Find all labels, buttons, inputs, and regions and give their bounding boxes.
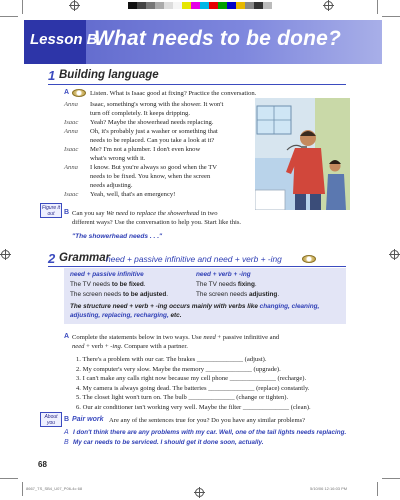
exercise-item: 5. The closet light won't turn on. The bulb ______________ (change or tighten). (76, 394, 289, 401)
speaker-name: Anna (64, 128, 78, 135)
sample-answer: I don't think there are any problems with my car. Well, one of the tail lights needs replacing. (73, 429, 347, 436)
text-segment-italic: We need to replace the showerhead (106, 210, 200, 217)
section-rule (48, 84, 346, 85)
grammar-text: The TV needs (196, 281, 238, 288)
color-bar (128, 2, 272, 9)
grammar-form: adjusting (248, 291, 278, 298)
grammar-head-col2: need + verb + -ing (196, 271, 251, 278)
speaker-name: Isaac (64, 119, 79, 126)
crop-mark (0, 16, 18, 17)
crop-mark (377, 0, 378, 14)
exercise-item: 3. I can't make any calls right now because my cell phone ______________ (recharge). (76, 375, 307, 382)
grammar-text: . (166, 291, 169, 298)
text-segment: Can you say (72, 210, 107, 217)
exercise-letter: B (64, 209, 70, 216)
grammar-head-col1: need + passive infinitive (70, 271, 144, 278)
exercise-item: 4. My camera is always going dead. The batteries ______________ (replace) constantly. (76, 384, 310, 392)
speaker-name: Isaac (64, 191, 79, 198)
text-segment: in two (199, 210, 218, 217)
dialogue-line: Me? I'm not a plumber. I don't even know (90, 146, 201, 153)
dialogue-line: Isaac, something's wrong with the shower. It won't (90, 101, 224, 108)
section-title: Grammar (59, 252, 111, 264)
speaker-name: Anna (64, 164, 78, 171)
grammar-example (70, 281, 146, 288)
dialogue-line: I know. But you're always so good when the TV (90, 164, 217, 171)
slug-right: 5/10/06 12:16:03 PM (310, 486, 348, 491)
text-segment: + verb + (84, 343, 111, 350)
speaker-name: Anna (64, 101, 78, 108)
dialogue-line: turn off completely. It keeps dripping. (90, 110, 190, 117)
sample-answer: My car needs to be serviced. I should get it done soon, actually. (73, 438, 264, 446)
speaker-name: Isaac (64, 146, 79, 153)
audio-cd-icon[interactable] (72, 89, 86, 97)
figure-it-out-tag: Figure it out (41, 205, 61, 217)
dialogue-line: what's wrong with it. (90, 155, 146, 162)
example-sentence: "The showerhead needs . . ." (72, 233, 163, 240)
text-segment: Complete the statements below in two ways. Use (72, 334, 204, 341)
audio-cd-icon[interactable] (302, 255, 316, 263)
registration-mark (195, 488, 204, 497)
crop-mark (0, 478, 18, 479)
crop-mark (382, 16, 400, 17)
pair-work-text: Are any of the sentences true for you? Do you have any similar problems? (109, 417, 306, 424)
grammar-text: The screen needs (196, 291, 249, 298)
section-number: 1 (48, 68, 56, 83)
text-segment-italic: -ing (110, 343, 121, 350)
grammar-form: fixing (237, 281, 255, 288)
grammar-form: to be adjusted (122, 291, 167, 298)
registration-mark (390, 250, 399, 259)
exercise-letter: A (64, 89, 70, 96)
dialogue-line: Yeah? Maybe the showerhead needs replacing. (90, 119, 214, 126)
dialogue-line: Yeah, well, that's an emergency! (90, 191, 176, 198)
grammar-text: The screen needs (70, 291, 123, 298)
exercise-item: 2. My computer's very slow. Maybe the memory ______________ (upgrade). (76, 365, 281, 373)
text-segment-italic: need (203, 334, 216, 341)
about-you-tag: About you (40, 412, 62, 427)
pair-work-title: Pair work (72, 416, 104, 423)
dialogue-line: Oh, it's probably just a washer or something that (90, 128, 218, 135)
grammar-example (70, 291, 168, 298)
grammar-note (70, 302, 346, 320)
registration-mark (1, 250, 10, 259)
note-verbs: changing, cleaning, (259, 303, 320, 310)
exercise-b-line1 (72, 209, 218, 218)
exercise-b-line2: different ways? Use the conversation to help you. Start like this. (72, 219, 242, 226)
crop-mark (22, 482, 23, 496)
exercise-a-line1 (72, 333, 279, 342)
crop-mark (382, 478, 400, 479)
text-segment: . Compare with a partner. (120, 343, 188, 350)
lesson-label: Lesson B (30, 31, 98, 48)
text-segment-italic: need (72, 343, 85, 350)
grammar-text: The TV needs (70, 281, 112, 288)
note-verbs: adjusting, replacing, recharging, (70, 312, 169, 319)
section-number: 2 (48, 251, 56, 266)
section-rule (48, 266, 346, 267)
exercise-letter: A (64, 333, 70, 340)
registration-mark (70, 1, 79, 10)
dialogue-line: needs to be fixed. You know, when the screen (90, 173, 211, 180)
note-text: etc. (168, 312, 182, 319)
answer-letter: B (64, 438, 69, 446)
dialogue-line: needs to be replaced. Can you take a look at it? (90, 137, 215, 144)
grammar-text: . (143, 281, 146, 288)
grammar-example (196, 281, 257, 288)
crop-mark (377, 482, 378, 496)
exercise-letter: B (64, 416, 70, 423)
answer-letter: A (64, 429, 69, 436)
page-number: 68 (38, 460, 47, 469)
text-segment: + passive infinitive and (215, 334, 280, 341)
exercise-item: 1. There's a problem with our car. The brakes ______________ (adjust). (76, 356, 267, 363)
exercise-instruction: Listen. What is Isaac good at fixing? Practice the conversation. (90, 90, 257, 97)
dialogue-line: needs adjusting. (90, 182, 133, 189)
exercise-a-line2 (72, 342, 188, 351)
page-title: What needs to be done? (94, 27, 342, 50)
grammar-example (196, 291, 279, 298)
section-subtitle: need + passive infinitive and need + verb + -ing (106, 254, 282, 264)
illustration-bathroom-scene (255, 98, 350, 210)
grammar-form: to be fixed (111, 281, 144, 288)
slug-left: 8667_TS_SB4_U07_P06-4c 68 (26, 486, 83, 491)
exercise-item: 6. Our air conditioner isn't working very well. Maybe the filter ______________ (clean). (76, 403, 311, 411)
registration-mark (324, 1, 333, 10)
section-title: Building language (59, 69, 159, 81)
grammar-text: . (277, 291, 280, 298)
crop-mark (22, 0, 23, 14)
note-text: The structure need + verb + -ing occurs mainly with verbs like (70, 303, 260, 310)
grammar-text: . (254, 281, 257, 288)
